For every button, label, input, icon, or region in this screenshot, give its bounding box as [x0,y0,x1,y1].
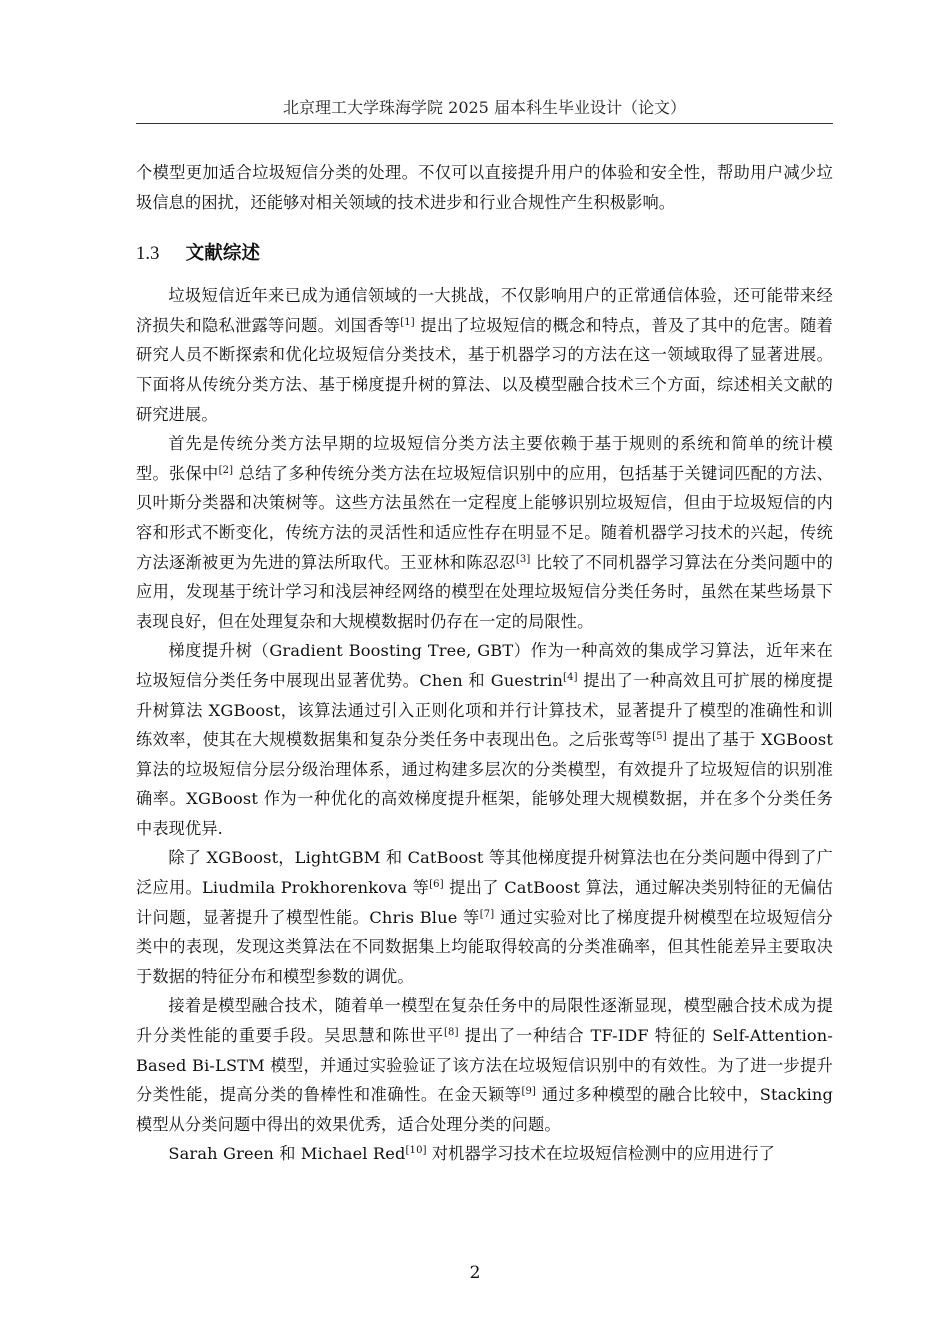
citation-ref: [1] [400,316,415,328]
citation-ref: [8] [444,1027,459,1039]
page-number: 2 [469,1263,481,1283]
paragraph-text: 梯度提升树（Gradient Boosting Tree, GBT）作为一种高效的集成学习算法，近年来在垃圾短信分类任务中展现出显著优势。Chen 和 Guestrin [136,641,833,690]
citation-ref: [9] [521,1086,537,1098]
paragraph-text: 提出了一种结合 TF-IDF 特征的 Self-Attention-Based Bi-LSTM 模型，并通过实验验证了该方法在垃圾短信识别中的有效性。为了进一步提升分类性能，提高分类的鲁棒性和准确性。在金天颖等 [136,1026,834,1105]
paragraph-text: 提出了 CatBoost 算法，通过解决类别特征的无偏估计问题，显著提升了模型性能。Chris Blue 等 [136,878,833,927]
paragraph-text: 通过实验对比了梯度提升树模型在垃圾短信分类中的表现，发现这类算法在不同数据集上均能取得较高的分类准确率，但其性能差异主要取决于数据的特征分布和模型参数的调优。 [136,907,833,986]
section-title: 文献综述 [185,243,261,265]
paragraph-text: 首先是传统分类方法早期的垃圾短信分类方法主要依赖于基于规则的系统和简单的统计模型。张保中 [136,434,833,483]
paragraph-text: 接着是模型融合技术，随着单一模型在复杂任务中的局限性逐渐显现，模型融合技术成为提升分类性能的重要手段。吴思慧和陈世平 [136,996,833,1046]
paragraph-text: 通过多种模型的融合比较中，Stacking 模型从分类问题中得出的效果优秀，适合处理分类的问题。 [136,1085,833,1134]
paragraph-6 [136,1139,833,1169]
paragraph-text: 总结了多种传统分类方法在垃圾短信识别中的应用，包括基于关键词匹配的方法、贝叶斯分类器和决策树等。这些方法虽然在一定程度上能够识别垃圾短信，但由于垃圾短信的内容和形式不断变化，传统方法的灵活性和适应性存在明显不足。随着机器学习技术的兴起，传统方法逐渐被更为先进的算法所取代。王亚林和陈忍忍 [136,463,833,572]
section-heading [136,239,833,269]
citation-ref: [5] [652,731,667,743]
citation-ref: [3] [515,553,531,565]
continuation-paragraph: 个模型更加适合垃圾短信分类的处理。不仅可以直接提升用户的体验和安全性，帮助用户减少垃圾信息的困扰，还能够对相关领域的技术进步和行业合规性产生积极影响。 [136,163,833,212]
paragraph-text: 提出了基于 XGBoost 算法的垃圾短信分层分级治理体系，通过构建多层次的分类模型，有效提升了垃圾短信的识别准确率。XGBoost 作为一种优化的高效梯度提升框架，能够处理大规模数据，并在多个分类任务中表现优异. [136,730,833,838]
citation-ref: [10] [405,1145,427,1157]
paragraph-text: Sarah Green 和 Michael Red [168,1144,406,1164]
paragraph-text: 比较了不同机器学习算法在分类问题中的应用，发现基于统计学习和浅层神经网络的模型在处理垃圾短信分类任务时，虽然在某些场景下表现良好，但在处理复杂和大规模数据时仍存在一定的局限性。 [136,552,833,631]
paragraph-3 [136,636,833,843]
paragraph-text: 提出了一种高效且可扩展的梯度提升树算法 XGBoost，该算法通过引入正则化项和并行计算技术，显著提升了模型的准确性和训练效率，使其在大规模数据集和复杂分类任务中表现出色。之后张莺等 [136,670,834,750]
paragraph-2 [136,429,833,636]
paragraph-text: 除了 XGBoost，LightGBM 和 CatBoost 等其他梯度提升树算法也在分类问题中得到了广泛应用。Liudmila Prokhorenkova 等 [136,848,833,898]
paragraph-4 [136,843,833,991]
citation-ref: [6] [429,879,444,891]
citation-ref: [2] [218,464,234,476]
header-rule [136,123,833,124]
section-number: 1.3 [136,244,160,265]
paragraph-text: 对机器学习技术在垃圾短信检测中的应用进行了 [426,1144,776,1164]
paragraph-1 [136,281,833,429]
running-header: 北京理工大学珠海学院 2025 届本科生毕业设计（论文） [283,98,686,117]
citation-ref: [7] [479,908,495,920]
paragraph-5 [136,991,833,1139]
paragraph-text: 提出了垃圾短信的概念和特点，普及了其中的危害。随着研究人员不断探索和优化垃圾短信分类技术，基于机器学习的方法在这一领域取得了显著进展。下面将从传统分类方法、基于梯度提升树的算法、以及模型融合技术三个方面，综述相关文献的研究进展。 [136,315,834,424]
body-text [136,158,833,1169]
paragraph-text: 垃圾短信近年来已成为通信领域的一大挑战，不仅影响用户的正常通信体验，还可能带来经济损失和隐私泄露等问题。刘国香等 [136,286,833,335]
citation-ref: [4] [563,671,578,683]
